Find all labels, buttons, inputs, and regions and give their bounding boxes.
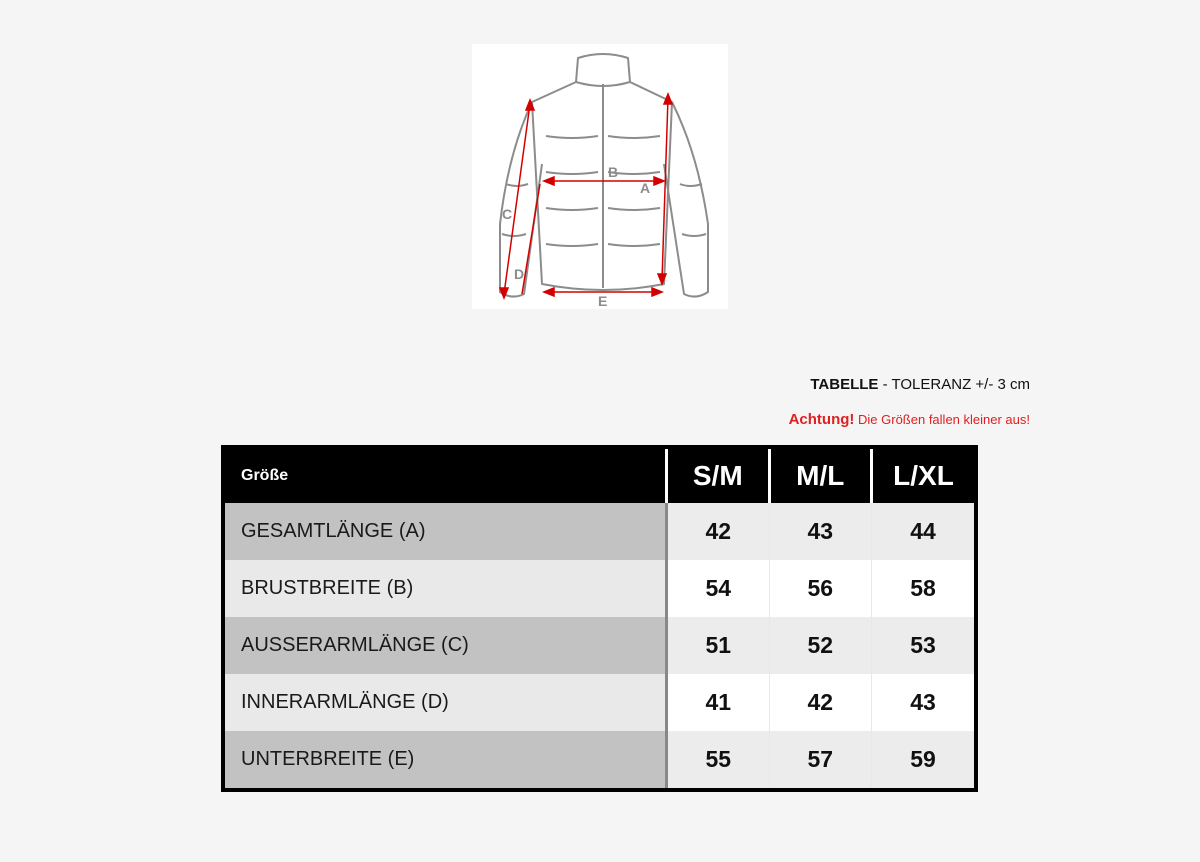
header-size-sm: S/M xyxy=(667,449,770,503)
cell-value: 55 xyxy=(667,731,770,788)
label-e: E xyxy=(598,293,608,309)
cell-value: 42 xyxy=(667,503,770,560)
label-a: A xyxy=(640,180,651,196)
jacket-outline-illustration xyxy=(472,44,728,309)
caption-title: TABELLE xyxy=(810,376,879,393)
table-row xyxy=(225,560,974,617)
row-label: BRUSTBREITE (B) xyxy=(225,560,667,617)
warning-title: Achtung! xyxy=(788,411,855,428)
warning-text: Die Größen fallen kleiner aus! xyxy=(854,412,1030,427)
cell-value: 54 xyxy=(667,560,770,617)
cell-value: 59 xyxy=(872,731,975,788)
jacket-measurement-diagram xyxy=(472,44,728,309)
cell-value: 57 xyxy=(769,731,872,788)
table-row xyxy=(225,674,974,731)
cell-value: 56 xyxy=(769,560,872,617)
caption-tolerance: - TOLERANZ +/- 3 cm xyxy=(878,376,1030,393)
size-table xyxy=(225,449,974,788)
label-b: B xyxy=(608,164,619,180)
label-c: C xyxy=(502,206,513,222)
cell-value: 53 xyxy=(872,617,975,674)
row-label: UNTERBREITE (E) xyxy=(225,731,667,788)
cell-value: 43 xyxy=(769,503,872,560)
table-row xyxy=(225,503,974,560)
row-label: INNERARMLÄNGE (D) xyxy=(225,674,667,731)
size-warning xyxy=(789,411,1030,428)
cell-value: 44 xyxy=(872,503,975,560)
table-row xyxy=(225,731,974,788)
cell-value: 51 xyxy=(667,617,770,674)
row-label: GESAMTLÄNGE (A) xyxy=(225,503,667,560)
header-size-label: Größe xyxy=(225,449,667,503)
table-caption xyxy=(810,376,1030,393)
table-row xyxy=(225,617,974,674)
cell-value: 58 xyxy=(872,560,975,617)
label-d: D xyxy=(514,266,525,282)
header-size-lxl: L/XL xyxy=(872,449,975,503)
size-table-container xyxy=(221,445,978,792)
row-label: AUSSERARMLÄNGE (C) xyxy=(225,617,667,674)
cell-value: 43 xyxy=(872,674,975,731)
cell-value: 42 xyxy=(769,674,872,731)
header-size-ml: M/L xyxy=(769,449,872,503)
table-header-row xyxy=(225,449,974,503)
cell-value: 41 xyxy=(667,674,770,731)
cell-value: 52 xyxy=(769,617,872,674)
